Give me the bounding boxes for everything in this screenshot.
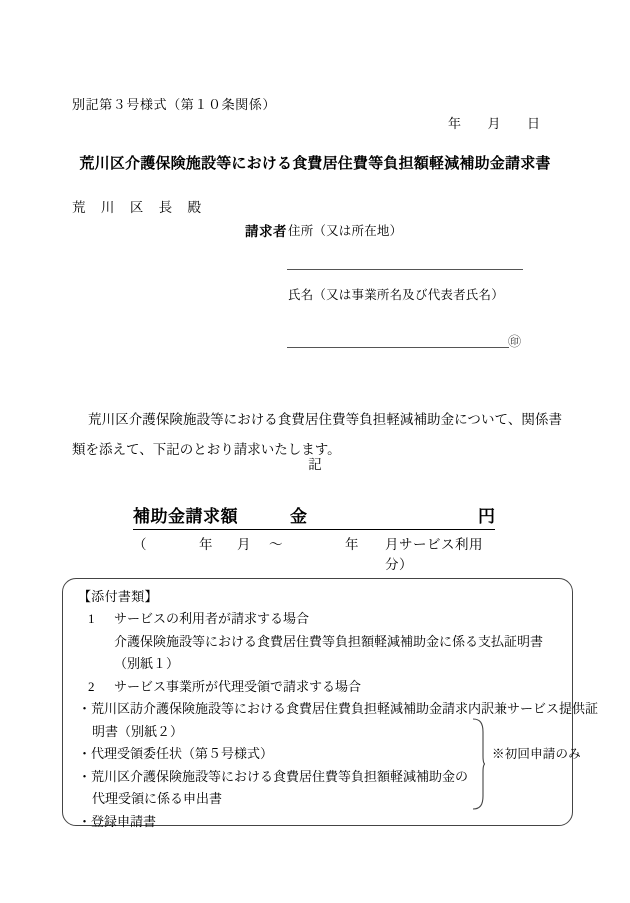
attachment-item-label: 代理受領委任状（第５号様式）	[91, 746, 274, 761]
attachment-item	[78, 676, 558, 699]
attachment-item	[78, 653, 558, 676]
addressee: 荒 川 区 長 殿	[72, 200, 207, 215]
amount-yen-unit: 円	[478, 507, 495, 526]
amount-label: 補助金請求額	[133, 507, 238, 526]
period-month-from: 月	[237, 537, 251, 552]
amount-kin: 金	[290, 507, 307, 526]
attachment-list	[78, 608, 599, 833]
group-brace-icon	[472, 718, 486, 810]
attachment-item-label: 介護保険施設等における食費居住費等負担額軽減補助金に係る支払証明書	[114, 633, 544, 649]
period-month-to-suffix: 月サービス利用分）	[385, 537, 483, 572]
attachment-item	[78, 721, 558, 744]
attachment-item	[78, 743, 558, 766]
ki-mark: 記	[308, 457, 322, 472]
attachment-item	[78, 631, 558, 654]
attachment-item-marker: ・	[78, 768, 92, 784]
claimant-name-rule	[287, 347, 509, 348]
first-application-note: ※初回申請のみ	[492, 747, 581, 761]
period-year-from: 年	[199, 537, 213, 552]
form-number: 別記第３号様式（第１０条関係）	[72, 97, 277, 112]
attachment-item-label: （別紙１）	[114, 656, 180, 671]
attachment-item	[78, 811, 558, 834]
attachment-item	[78, 788, 558, 811]
attachment-item	[78, 766, 558, 789]
body-paragraph-text: 荒川区介護保険施設等における食費居住費等負担軽減補助金について、関係書類を添えて、下記のとおり請求いたします。	[72, 412, 562, 457]
attachment-item-label: 登録申請書	[91, 813, 157, 829]
amount-row	[133, 502, 495, 530]
seal-stamp-icon: ㊞	[508, 334, 522, 349]
period-tilde: ～	[269, 537, 283, 552]
attachment-item-label: 荒川区介護保険施設等における食費居住費等負担額軽減補助金の	[91, 768, 469, 784]
date-line	[448, 113, 541, 132]
attachment-item-marker: 2	[88, 678, 95, 694]
period-year-to: 年	[345, 537, 359, 552]
claimant-address-label: 住所（又は所在地）	[288, 224, 403, 238]
attachment-heading: 【添付書類】	[78, 589, 158, 604]
page-title: 荒川区介護保険施設等における食費居住費等負担額軽減補助金請求書	[79, 156, 551, 172]
claimant-label: 請求者	[245, 224, 287, 239]
period-row	[133, 533, 495, 573]
attachment-item-label: 代理受領に係る申出書	[92, 791, 223, 806]
attachment-item-marker: ・	[78, 813, 92, 829]
attachment-item-marker: ・	[78, 746, 92, 761]
attachment-item-label: 明書（別紙２）	[92, 723, 184, 739]
period-open-paren: （	[133, 537, 147, 552]
attachment-item-label: 荒川区訪介護保険施設等における食費居住費負担軽減補助金請求内訳兼サービス提供証	[91, 701, 599, 716]
date-year: 年	[448, 116, 462, 131]
claimant-name-label: 氏名（又は事業所名及び代表者氏名）	[288, 288, 504, 302]
claimant-address-rule	[287, 269, 523, 270]
attachment-item-label: サービス事業所が代理受領で請求する場合	[114, 678, 362, 694]
attachment-item-label: サービスの利用者が請求する場合	[114, 611, 310, 626]
attachment-item-marker: 1	[88, 611, 95, 626]
date-day: 日	[527, 116, 541, 131]
attachment-item	[78, 698, 599, 721]
attachment-item	[78, 608, 558, 631]
attachment-item-marker: ・	[78, 701, 92, 716]
date-month: 月	[487, 116, 502, 131]
